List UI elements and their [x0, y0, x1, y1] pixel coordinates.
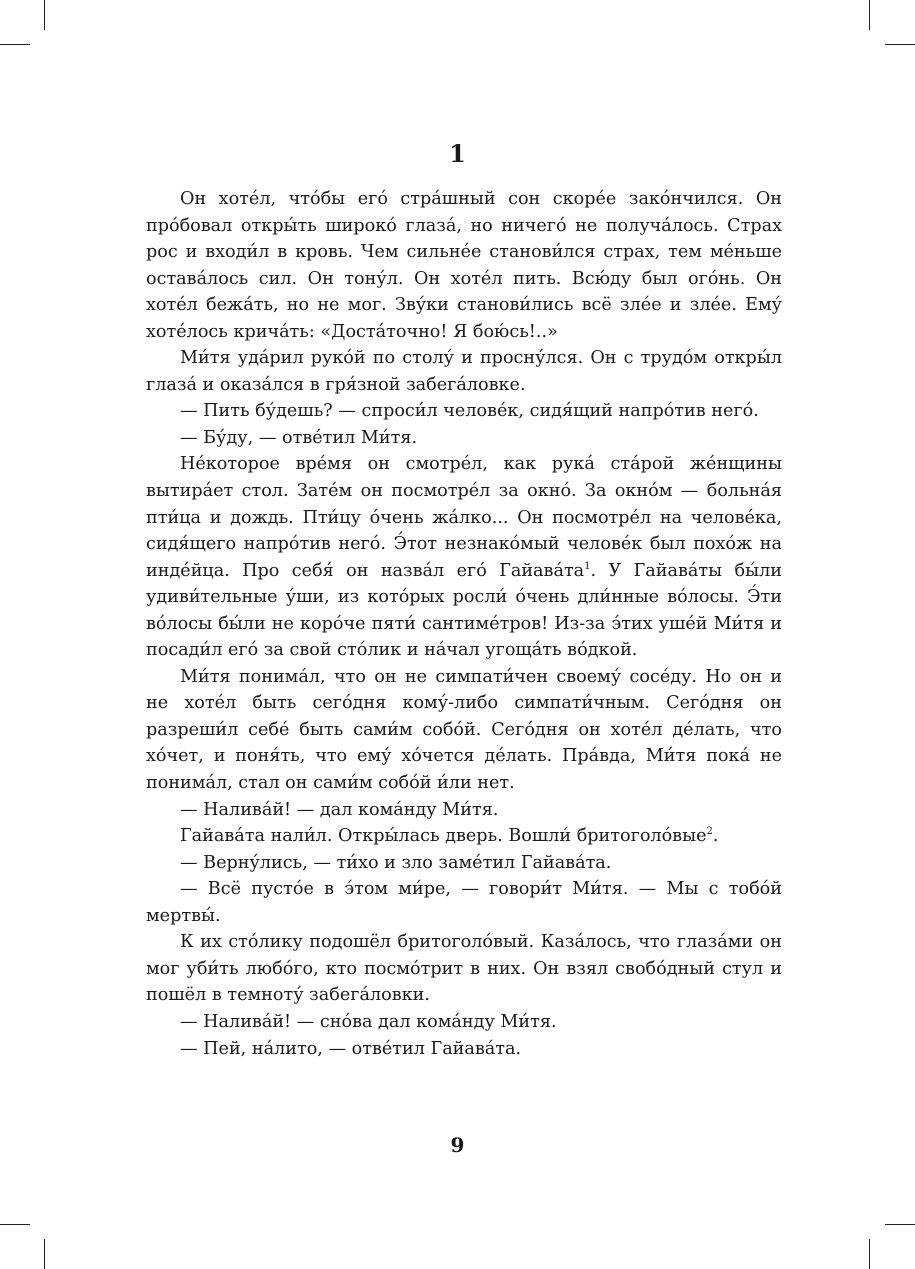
chapter-number: 1: [449, 139, 466, 168]
paragraph: — Всё пусто́е в э́том ми́ре, — говори́т Ми́тя. — Мы с тобо́й мертвы́.: [146, 879, 782, 926]
paragraph: — Налива́й! — дал кома́нду Ми́тя.: [180, 799, 499, 820]
crop-mark: [0, 44, 30, 45]
crop-mark: [44, 0, 45, 30]
paragraph-part: . У Гайава́ты бы́ли удиви́тельные у́ши, из кото́рых росли́ о́чень дли́нные во́лосы. Э́ти во́лосы бы́ли не коро́че пяти́ сантиме́тров! Из-за э́тих уше́й Ми́тя и посади́л его́ за свой сто́лик и на́чал угоща́ть во́дкой.: [146, 560, 782, 661]
paragraph: — Пить бу́дешь? — спроси́л челове́к, сидя́щий напро́тив него́.: [180, 401, 759, 422]
paragraph: — Верну́лись, — ти́хо и зло заме́тил Гайава́та.: [180, 852, 612, 873]
crop-mark: [885, 1224, 915, 1225]
paragraph: Ми́тя уда́рил руко́й по столу́ и просну́лся. Он с трудо́м откры́л глаза́ и оказа́лся в гря́зной забега́ловке.: [146, 348, 782, 395]
paragraph: [146, 451, 782, 663]
paragraph: Ми́тя понима́л, что он не симпати́чен своему́ сосе́ду. Но он и не хоте́л быть сего́дня кому́-либо симпати́чным. Сего́дня он разреши́л себе́ быть сами́м собо́й. Сего́дня он хоте́л де́лать, что хо́чет, и поня́ть, что ему́ хо́чется де́лать. Пра́вда, Ми́тя пока́ не понима́л, стал он сами́м собо́й и́ли нет.: [146, 666, 782, 794]
crop-mark: [869, 0, 870, 30]
crop-mark: [885, 44, 915, 45]
crop-mark: [44, 1239, 45, 1269]
paragraph: К их сто́лику подошёл бритоголо́вый. Каза́лось, что глаза́ми он мог уби́ть любо́го, кто посмо́трит в них. Он взял свобо́дный стул и пошёл в темноту́ забега́ловки.: [146, 932, 782, 1006]
paragraph-part: .: [712, 826, 719, 847]
paragraph: — Пей, на́лито, — отве́тил Гайава́та.: [180, 1038, 522, 1059]
footnote-ref: 1: [584, 560, 591, 572]
paragraph: — Бу́ду, — отве́тил Ми́тя.: [180, 427, 418, 448]
paragraph-part: Гайава́та нали́л. Откры́лась дверь. Вошли́ бритоголо́вые: [180, 826, 707, 847]
paragraph: [146, 823, 782, 850]
chapter-text: [146, 186, 782, 1062]
page-number: 9: [450, 1133, 465, 1157]
paragraph-part: Не́которое вре́мя он смотре́л, как рука́ ста́рой же́нщины вытира́ет стол. Зате́м он посмотре́л за окно́. За окно́м — больна́я пти́ца и дождь. Пти́цу о́чень жа́лко... Он посмотре́л на челове́ка, сидя́щего напро́тив него́. Э́тот незнако́мый челове́к был похо́ж на инде́йца. Про себя́ он назва́л его́ Гайава́та: [146, 454, 782, 581]
crop-mark: [869, 1239, 870, 1269]
paragraph: Он хоте́л, что́бы его́ стра́шный сон скоре́е зако́нчился. Он про́бовал откры́ть широко́ глаза́, но ничего́ не получа́лось. Страх рос и входи́л в кровь. Чем сильне́е станови́лся страх, тем ме́ньше остава́лось сил. Он тону́л. Он хоте́л пить. Всю́ду был ого́нь. Он хоте́л бежа́ть, но не мог. Зву́ки станови́лись всё зле́е и зле́е. Ему́ хоте́лось крича́ть: «Доста́точно! Я бою́сь!..»: [146, 189, 782, 342]
paragraph: — Налива́й! — сно́ва дал кома́нду Ми́тя.: [180, 1011, 557, 1032]
footnote-ref: 2: [706, 826, 713, 838]
crop-mark: [0, 1224, 30, 1225]
